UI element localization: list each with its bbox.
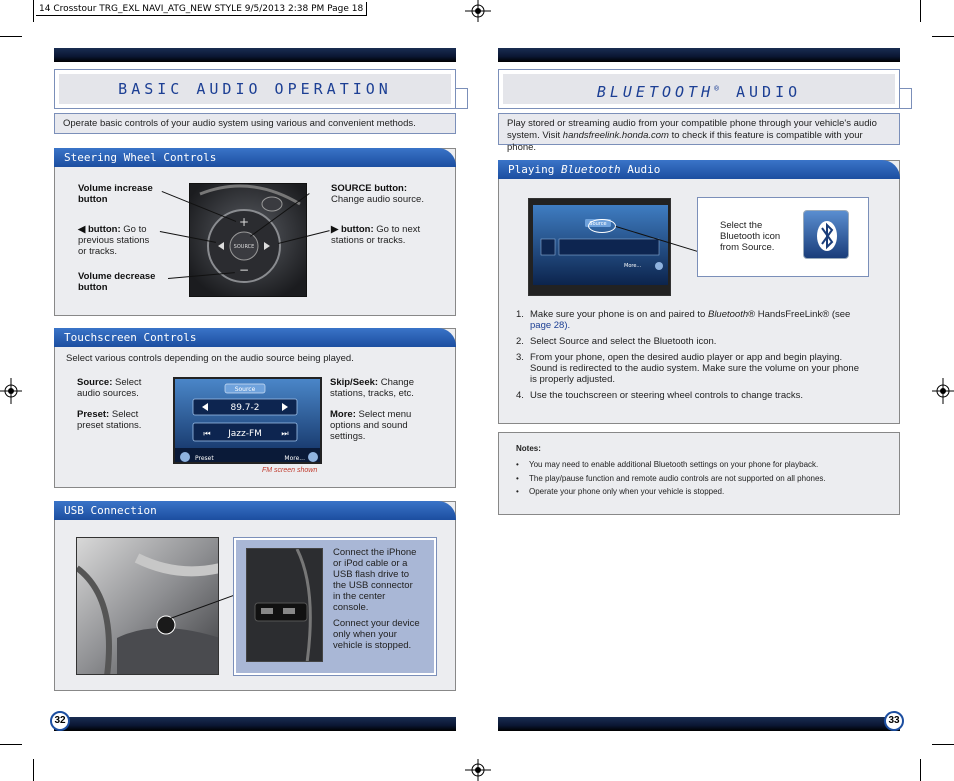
crop-mark [932,36,954,37]
touchscreen-intro: Select various controls depending on the audio source being played. [66,353,354,364]
crop-mark [33,0,34,22]
bottom-bar-right [498,717,900,731]
usb-port-image [246,548,323,662]
svg-text:Source: Source [589,221,607,227]
step-item: 1. Make sure your phone is on and paired to Bluetooth® HandsFreeLink® (see page 28). [516,309,851,331]
bluetooth-icon [803,210,849,259]
steering-heading: Steering Wheel Controls [54,148,456,167]
svg-text:More...: More... [284,455,305,462]
touchscreen-heading: Touchscreen Controls [54,328,456,347]
step-item: 3. From your phone, open the desired audio player or app and begin playing. Sound is redirected to the audio system. Make sure the volume on your phone is properly adjusted. [516,352,859,385]
registration-mark [465,0,491,22]
title-bracket [900,88,912,109]
page-number-left: 32 [50,711,70,731]
note-item: • You may need to enable additional Bluetooth settings on your phone for playback. [516,460,819,469]
intro-left: Operate basic controls of your audio system using various and convenient methods. [54,113,456,134]
registration-mark [465,759,491,781]
svg-text:Preset: Preset [195,455,214,462]
page-number-right: 33 [884,711,904,731]
registration-mark [0,378,22,404]
registration-mark [932,378,954,404]
note-item: • Operate your phone only when your vehicle is stopped. [516,487,725,496]
steps-list [516,309,886,406]
bluetooth-screen-image [528,198,671,296]
crop-mark [932,744,954,745]
skip-desc: Skip/Seek: Change stations, tracks, etc. [330,377,414,399]
crop-mark [0,36,22,37]
svg-text:Jazz-FM: Jazz-FM [228,429,262,439]
fm-caption: FM screen shown [262,467,318,474]
source-label: SOURCE button: Change audio source. [331,183,424,205]
usb-heading: USB Connection [54,501,456,520]
svg-text:⏭: ⏭ [281,429,289,438]
svg-text:+: + [238,215,250,229]
note-item: • The play/pause function and remote audio controls are not supported on all phones. [516,473,826,483]
vol-down-label: Volume decrease button [78,271,156,293]
usb-warning: Connect your device only when your vehicle is stopped. [333,618,420,651]
title-bracket [456,88,468,109]
bottom-bar-left [54,717,456,731]
bluetooth-callout-text: Select the Bluetooth icon from Source. [720,220,781,253]
crop-mark [0,744,22,745]
title-box-right [498,69,900,109]
intro-right: Play stored or streaming audio from your compatible phone through your vehicle's audio system. Visit handsfreelink.honda.com to check if this feature is compatible with your phone. [498,113,900,145]
svg-text:More...: More... [624,263,642,269]
center-console-image [76,537,219,675]
step-item: 4. Use the touchscreen or steering wheel controls to change tracks. [516,390,804,401]
notes-list [516,444,888,501]
crop-mark [33,759,34,781]
svg-text:SOURCE: SOURCE [233,244,255,250]
page-link[interactable]: page 28). [530,320,571,331]
svg-text:⏮: ⏮ [203,429,211,438]
print-header: 14 Crosstour TRG_EXL NAVI_ATG_NEW STYLE 9/5/2013 2:38 PM Page 18 [36,2,367,16]
top-bar-right [498,48,900,62]
more-desc: More: Select menu options and sound settings. [330,409,412,442]
source-desc: Source: Select audio sources. [77,377,142,399]
next-label: ▶ button: Go to next stations or tracks. [331,224,421,246]
step-item: 2. Select Source and select the Bluetooth icon. [516,336,717,347]
page-title-right: BLUETOOTH® AUDIO [596,83,802,101]
page-title-left: BASIC AUDIO OPERATION [118,80,392,98]
svg-text:−: − [238,263,250,277]
svg-text:Source: Source [234,386,256,393]
touchscreen-image [173,377,322,464]
bluetooth-heading: Playing Bluetooth Audio [498,160,900,179]
usb-text: Connect the iPhone or iPod cable or a USB flash drive to the USB connector in the center console. [333,547,417,613]
vol-up-label: Volume increase button [78,183,153,205]
title-box-left [54,69,456,109]
crop-mark [920,759,921,781]
top-bar-left [54,48,456,62]
source-highlight [588,219,616,233]
svg-text:89.7-2: 89.7-2 [230,403,260,413]
preset-desc: Preset: Select preset stations. [77,409,142,431]
prev-label: ◀ button: Go to previous stations or tracks. [78,224,150,257]
crop-mark [920,0,921,22]
notes-title: Notes: [516,444,541,453]
